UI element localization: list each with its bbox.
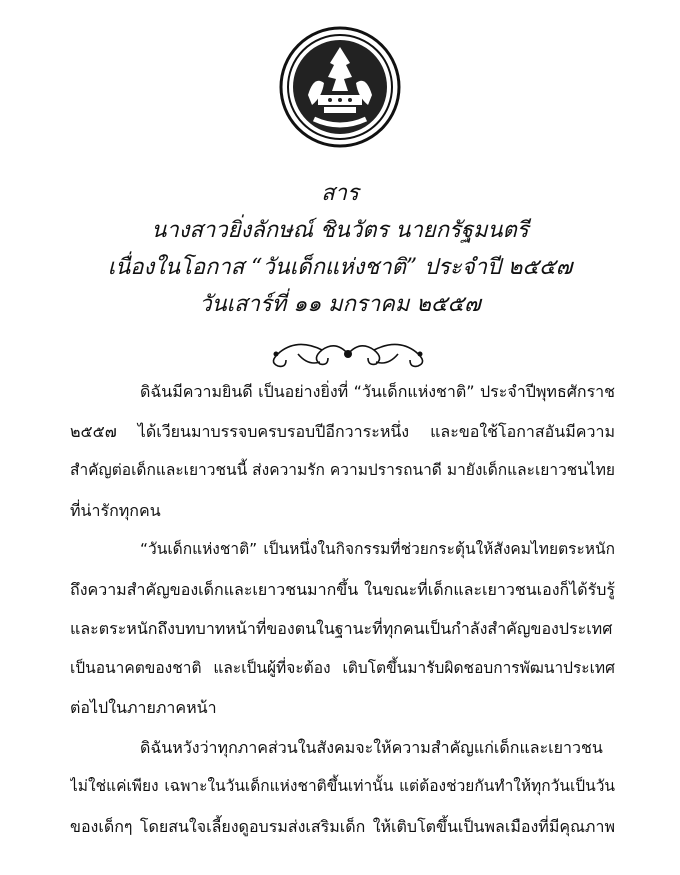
paragraph-line: ที่น่ารักทุกคน xyxy=(70,500,161,520)
paragraph-line: สำคัญต่อเด็กและเยาวชนนี้ ส่งความรัก ความปรารถนาดี มายังเด็กและเยาวชนไทย xyxy=(70,461,615,479)
occasion-line: เนื่องในโอกาส “วันเด็กแห่งชาติ” ประจำปี ๒๕๕๗ xyxy=(107,255,573,280)
date-line: วันเสาร์ที่ ๑๑ มกราคม ๒๕๕๗ xyxy=(199,292,481,317)
paragraph-line: ของเด็กๆ โดยสนใจเลี้ยงดูอบรมส่งเสริมเด็ก ให้เติบโตขึ้นเป็นพลเมืองที่มีคุณภาพ xyxy=(70,816,615,836)
paragraph-line: “วันเด็กแห่งชาติ” เป็นหนึ่งในกิจกรรมที่ช่วยกระตุ้นให้สังคมไทยตระหนัก xyxy=(140,540,615,558)
paragraph-line: ถึงความสำคัญของเด็กและเยาวชนมากขึ้น ในขณะที่เด็กและเยาวชนเองก็ได้รับรู้ xyxy=(70,579,615,599)
paragraph-line: ต่อไปในภายภาคหน้า xyxy=(70,698,217,717)
decorative-ornament-divider xyxy=(258,336,438,372)
paragraph-line: เป็นอนาคตของชาติ และเป็นผู้ที่จะต้อง เติบโตขึ้นมารับผิดชอบการพัฒนาประเทศ xyxy=(70,658,615,677)
paragraph-line: ดิฉันมีความยินดี เป็นอย่างยิ่งที่ “วันเด็กแห่งชาติ” ประจำปีพุทธศักราช xyxy=(140,382,615,401)
speaker-line: นางสาวยิ่งลักษณ์ ชินวัตร นายกรัฐมนตรี xyxy=(151,218,529,243)
message-title: สาร xyxy=(321,181,359,206)
government-seal-emblem xyxy=(278,25,402,149)
paragraph-line: ดิฉันหวังว่าทุกภาคส่วนในสังคมจะให้ความสำคัญแก่เด็กและเยาวชน xyxy=(140,737,603,757)
paragraph-line: ๒๕๕๗ ได้เวียนมาบรรจบครบรอบปีอีกวาระหนึ่ง และขอใช้โอกาสอันมีความ xyxy=(70,421,615,441)
paragraph-line: ไม่ใช่แค่เพียง เฉพาะในวันเด็กแห่งชาติขึ้นเท่านั้น แต่ต้องช่วยกันทำให้ทุกวันเป็นวัน xyxy=(70,777,615,795)
paragraph-line: และตระหนักถึงบทบาทหน้าที่ของตนในฐานะที่ทุกคนเป็นกำลังสำคัญของประเทศ xyxy=(70,619,613,638)
message-body xyxy=(70,372,615,846)
